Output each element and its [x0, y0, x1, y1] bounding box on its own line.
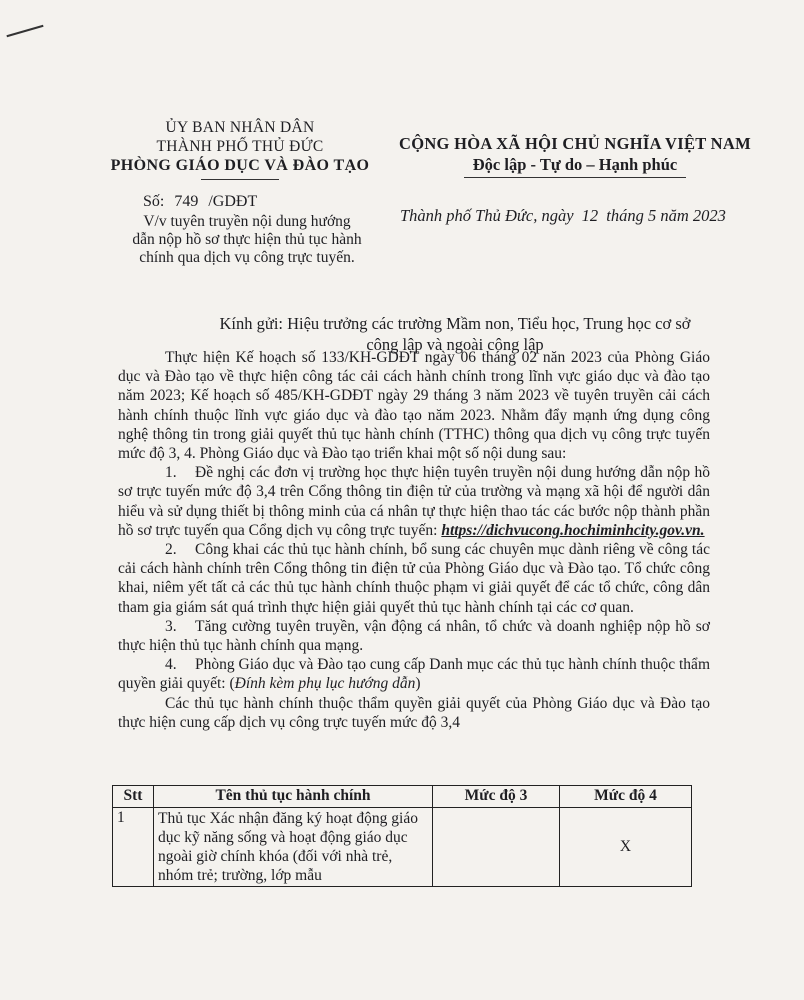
- header-procedure-name: Tên thủ tục hành chính: [154, 786, 433, 808]
- subject-line-3: chính qua dịch vụ công trực tuyến.: [139, 249, 355, 266]
- date-month-year: tháng 5 năm 2023: [606, 206, 726, 225]
- procedures-table: [112, 785, 692, 887]
- national-header: [385, 133, 765, 178]
- intro-paragraph: Thực hiện Kế hoạch số 133/KH-GDĐT ngày 06 tháng 02 năn 2023 của Phòng Giáo dục và Đào tạo về thực hiện công tác cải cách hành chính trong lĩnh vực giáo dục và đào tạo năm 2023; Kế hoạch số 485/KH-GDĐT ngày 29 tháng 3 năm 2023 về tuyên truyền cải cách hành chính thuộc lĩnh vực giáo dục và đào tạo năm 2023. Nhằm đẩy mạnh ứng dụng công nghệ thông tin trong giải quyết thủ tục hành chính (TTHC) thông qua dịch vụ công trực tuyến mức độ 3, 4. Phòng Giáo dục và Đào tạo triển khai một số nội dung sau:: [118, 349, 710, 463]
- item-text: Phòng Giáo dục và Đào tạo cung cấp Danh mục các thủ tục hành chính thuộc thẩm quyền giải quyết: (: [118, 656, 710, 693]
- document-number: [143, 193, 263, 211]
- item-2: [118, 540, 710, 617]
- recipient-line-2: công lập và ngoài công lập: [366, 335, 544, 354]
- national-motto: Độc lập - Tự do – Hạnh phúc: [472, 155, 678, 174]
- item-1: [118, 463, 710, 540]
- issuer-line-1: ỦY BAN NHÂN DÂN: [165, 119, 315, 136]
- item-number: 2.: [165, 541, 177, 559]
- header-level-3: Mức độ 3: [433, 786, 560, 808]
- item-text: Đề nghị các đơn vị trường học thực hiện tuyên truyền nội dung hướng dẫn nộp hồ sơ trực tuyến mức độ 3,4 trên Cổng thông tin điện tử của trường và mạng xã hội để người dân hiểu và sử dụng thiết bị thông minh của cá nhân tự thực hiện thao tác các bước nộp thành phần hồ sơ trực tuyến qua Cổng dịch vụ công trực tuyến:: [118, 464, 710, 539]
- table-row: [113, 808, 692, 887]
- document-date: [400, 206, 730, 226]
- header-level-4: Mức độ 4: [560, 786, 692, 808]
- pen-mark: [6, 25, 43, 37]
- subject-line-2: dẫn nộp hồ sơ thực hiện thủ tục hành: [132, 231, 362, 248]
- item-text: Tăng cường tuyên truyền, vận động cá nhân, tổ chức và doanh nghiệp nộp hồ sơ thực hiện thủ tục hành chính qua mạng.: [118, 617, 710, 655]
- attachment-note: Đính kèm phụ lục hướng dẫn: [234, 675, 416, 693]
- issuer-header: [95, 118, 385, 180]
- table-header-row: [113, 786, 692, 808]
- cell-level-4: X: [560, 808, 692, 887]
- service-portal-link[interactable]: https://dichvucong.hochiminhcity.gov.vn.: [441, 521, 705, 539]
- item-text-close: ): [415, 675, 421, 693]
- item-number: 1.: [165, 464, 177, 482]
- doc-number-suffix: /GDĐT: [208, 193, 258, 210]
- cell-procedure-name: Thủ tục Xác nhận đăng ký hoạt động giáo dục kỹ năng sống và hoạt động giáo dục ngoài giờ chính khóa (đối với nhà trẻ, nhóm trẻ; trường, lớp mẫu: [154, 808, 433, 887]
- doc-number-value: 749: [174, 193, 199, 210]
- document-body: [118, 348, 710, 732]
- date-place: Thành phố Thủ Đức, ngày: [400, 206, 574, 225]
- item-3: [118, 617, 710, 655]
- header-stt: Stt: [113, 786, 154, 808]
- cell-stt: 1: [113, 808, 154, 887]
- date-day: 12: [581, 206, 599, 225]
- national-title: CỘNG HÒA XÃ HỘI CHỦ NGHĨA VIỆT NAM: [398, 134, 751, 153]
- cell-level-3: [433, 808, 560, 887]
- item-text: Công khai các thủ tục hành chính, bổ sung các chuyên mục dành riêng về công tác cải cách hành chính trên Cổng thông tin điện tử của Phòng Giáo dục và Đào tạo. Tổ chức công khai, niêm yết tất cả các thủ tục hành chính thuộc phạm vi giải quyết để các tổ chức, công dân tham gia giám sát quá trình thực hiện giải quyết thủ tục hành chính tại các cơ quan.: [118, 541, 710, 616]
- issuer-line-2: THÀNH PHỐ THỦ ĐỨC: [156, 138, 324, 155]
- document-subject: [97, 213, 397, 267]
- subject-line-1: V/v tuyên truyền nội dung hướng: [143, 213, 351, 230]
- doc-number-label: Số:: [143, 193, 165, 210]
- item-4: [118, 655, 710, 693]
- issuer-underline: [201, 179, 279, 180]
- item-number: 4.: [165, 656, 177, 674]
- recipient-line-1: Kính gửi: Hiệu trưởng các trường Mầm non, Tiểu học, Trung học cơ sở: [219, 314, 691, 333]
- issuer-line-3: PHÒNG GIÁO DỤC VÀ ĐÀO TẠO: [110, 157, 370, 174]
- item-number: 3.: [165, 617, 177, 635]
- closing-paragraph: Các thủ tục hành chính thuộc thẩm quyền giải quyết của Phòng Giáo dục và Đào tạo thực hiện cung cấp dịch vụ công trực tuyến mức độ 3,4: [118, 694, 710, 731]
- motto-underline: [464, 177, 686, 178]
